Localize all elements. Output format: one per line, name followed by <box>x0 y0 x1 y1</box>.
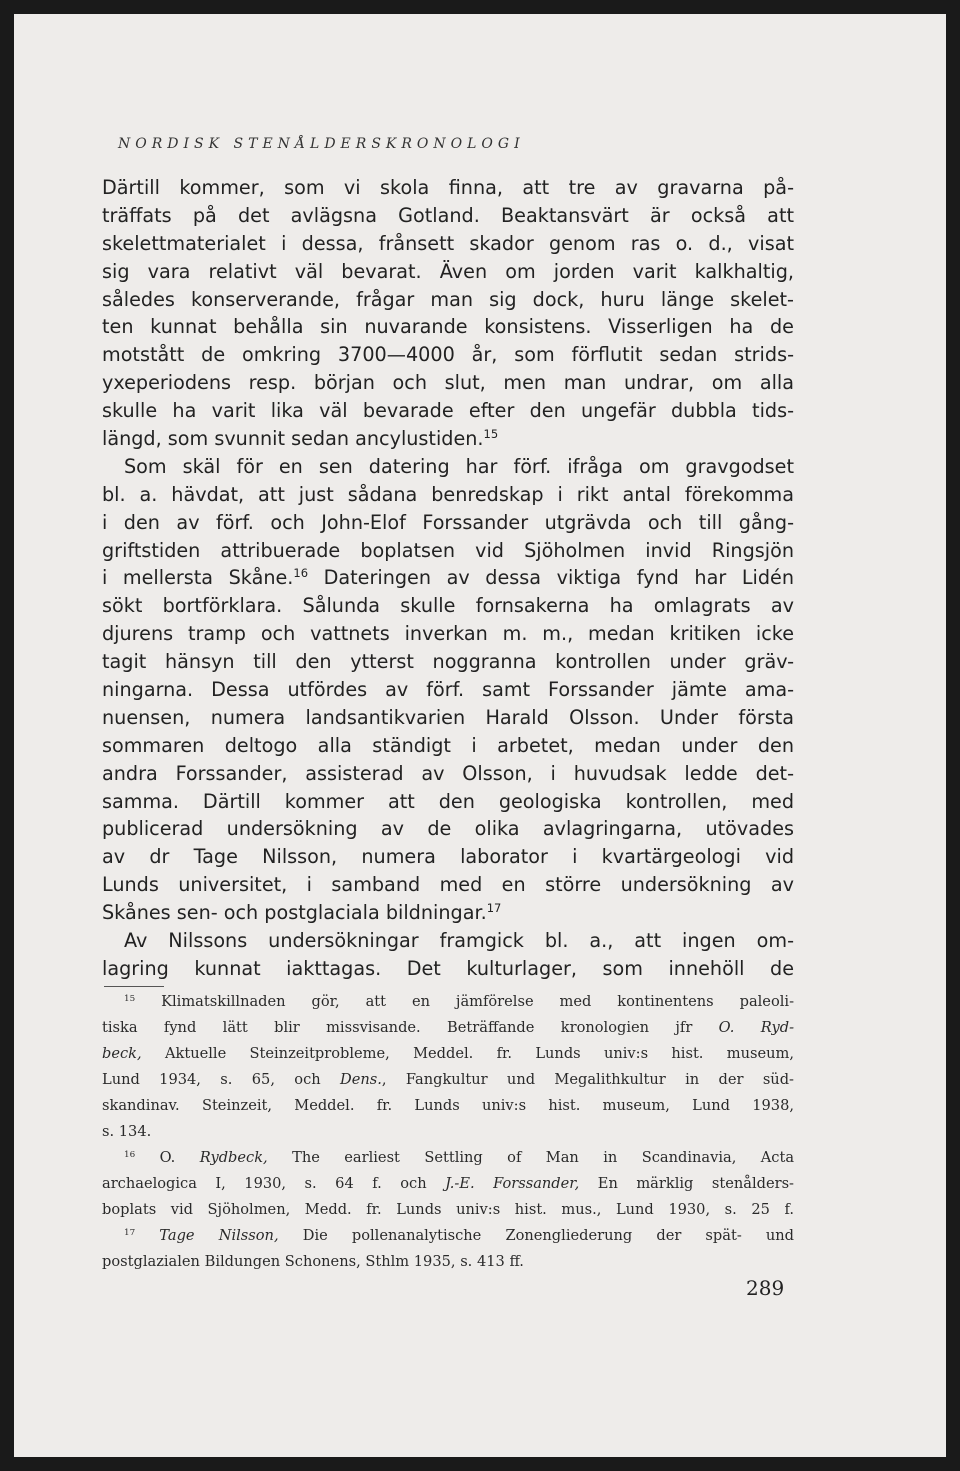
text-line: djurens tramp och vattnets inverkan m. m., medan kritiken icke <box>102 622 794 646</box>
body-text <box>102 174 794 1275</box>
text-line: Av Nilssons undersökningar framgick bl. a., att ingen om- <box>124 929 794 953</box>
text-fragment: i mellersta Skåne. <box>102 566 294 590</box>
text-fragment: Aktuelle Steinzeitprobleme, Meddel. fr. Lunds univ:s hist. museum, <box>164 1044 794 1062</box>
text-line: ten kunnat behålla sin nuvarande konsistens. Visserligen ha de <box>102 315 794 339</box>
book-page <box>14 14 946 1457</box>
text-line <box>102 425 794 453</box>
text-line: yxeperiodens resp. början och slut, men man undrar, om alla <box>102 371 794 395</box>
text-line: ningarna. Dessa utfördes av förf. samt Forssander jämte ama- <box>102 678 794 702</box>
footnote-divider <box>104 986 164 987</box>
text-line: motstått de omkring 3700—4000 år, som förflutit sedan strids- <box>102 343 794 367</box>
author-name: beck, <box>102 1044 142 1062</box>
text-fragment: Die pollenanalytische Zonengliederung der spät- und <box>302 1226 794 1244</box>
text-line: träffats på det avlägsna Gotland. Beaktansvärt är också att <box>102 203 794 227</box>
running-head: NORDISK STENÅLDERSKRONOLOGI <box>118 136 525 152</box>
text-line: Som skäl för en sen datering har förf. ifråga om gravgodset <box>124 454 794 478</box>
text-line: tagit hänsyn till den ytterst noggranna kontrollen under gräv- <box>102 650 794 674</box>
footnote-line <box>102 1067 794 1093</box>
text-fragment: O. <box>159 1148 176 1166</box>
text-fragment: archaelogica I, 1930, s. 64 f. och <box>102 1174 427 1192</box>
text-fragment: En märklig stenålders- <box>597 1174 794 1192</box>
text-fragment: Lund 1934, s. 65, och <box>102 1070 321 1088</box>
author-name: O. Ryd- <box>718 1018 794 1036</box>
text-line: sommaren deltogo alla ständigt i arbetet, medan under den <box>102 733 794 757</box>
footnote-ref-16[interactable]: 16 <box>293 566 309 581</box>
text-fragment: , Fangkultur und Megalithkultur in der süd- <box>381 1070 794 1088</box>
text-fragment: längd, som svunnit sedan ancylustiden. <box>102 427 484 451</box>
footnote-marker: 17 <box>124 1227 136 1238</box>
footnote-line: skandinav. Steinzeit, Meddel. fr. Lunds univ:s hist. museum, Lund 1938, <box>102 1096 794 1114</box>
footnote-line <box>102 989 794 1015</box>
text-line: andra Forssander, assisterad av Olsson, i huvudsak ledde det- <box>102 761 794 785</box>
text-line: samma. Därtill kommer att den geologiska kontrollen, med <box>102 789 794 813</box>
text-line: nuensen, numera landsantikvarien Harald Olsson. Under första <box>102 705 794 729</box>
text-line: bl. a. hävdat, att just sådana benredskap i rikt antal förekomma <box>102 482 794 506</box>
text-line: griftstiden attribuerade boplatsen vid Sjöholmen invid Ringsjön <box>102 538 794 562</box>
page-number: 289 <box>746 1276 785 1300</box>
footnote-15 <box>102 989 794 1145</box>
text-line: skulle ha varit lika väl bevarade efter den ungefär dubbla tids- <box>102 399 794 423</box>
author-name: Tage Nilsson, <box>159 1226 279 1244</box>
author-name: Rydbeck, <box>199 1148 268 1166</box>
author-name: J.-E. Forssander, <box>445 1174 580 1192</box>
text-line: i den av förf. och John-Elof Forssander utgrävda och till gång- <box>102 510 794 534</box>
footnote-16 <box>102 1145 794 1223</box>
text-line <box>102 564 794 592</box>
footnote-marker: 15 <box>124 993 136 1004</box>
footnote-17 <box>102 1223 794 1275</box>
text-line: således konserverande, frågar man sig dock, huru länge skelet- <box>102 287 794 311</box>
text-line: skelettmaterialet i dessa, frånsett skador genom ras o. d., visat <box>102 231 794 255</box>
author-name: Dens. <box>340 1070 382 1088</box>
footnote-ref-17[interactable]: 17 <box>486 901 502 916</box>
footnote-line <box>102 1223 794 1249</box>
text-line: sig vara relativt väl bevarat. Även om jorden varit kalkhaltig, <box>102 259 794 283</box>
text-fragment: Skånes sen- och postglaciala bildningar. <box>102 901 487 925</box>
text-fragment: The earliest Settling of Man in Scandinavia, Acta <box>292 1148 794 1166</box>
footnote-line: boplats vid Sjöholmen, Medd. fr. Lunds univ:s hist. mus., Lund 1930, s. 25 f. <box>102 1200 794 1218</box>
text-line: publicerad undersökning av de olika avlagringarna, utövades <box>102 817 794 841</box>
text-line <box>102 899 794 927</box>
footnote-marker: 16 <box>124 1149 136 1160</box>
footnote-line: s. 134. <box>102 1122 152 1140</box>
footnote-ref-15[interactable]: 15 <box>483 427 499 442</box>
text-fragment: tiska fynd lätt blir missvisande. Beträffande kronologien jfr <box>102 1018 693 1036</box>
text-fragment: Dateringen av dessa viktiga fynd har Lidén <box>323 566 794 590</box>
text-line: lagring kunnat iakttagas. Det kulturlager, som innehöll de <box>102 956 794 980</box>
footnote-line <box>102 1145 794 1171</box>
footnote-line: postglazialen Bildungen Schonens, Sthlm 1935, s. 413 ff. <box>102 1252 524 1270</box>
footnote-line <box>102 1015 794 1041</box>
footnote-line <box>102 1171 794 1197</box>
footnote-line <box>102 1041 794 1067</box>
text-fragment: Klimatskillnaden gör, att en jämförelse med kontinentens paleoli- <box>161 992 794 1010</box>
text-line: sökt bortförklara. Sålunda skulle fornsakerna ha omlagrats av <box>102 594 794 618</box>
text-line: av dr Tage Nilsson, numera laborator i kvartärgeologi vid <box>102 845 794 869</box>
text-line: Lunds universitet, i samband med en större undersökning av <box>102 873 794 897</box>
text-line: Därtill kommer, som vi skola finna, att tre av gravarna på- <box>102 176 794 199</box>
